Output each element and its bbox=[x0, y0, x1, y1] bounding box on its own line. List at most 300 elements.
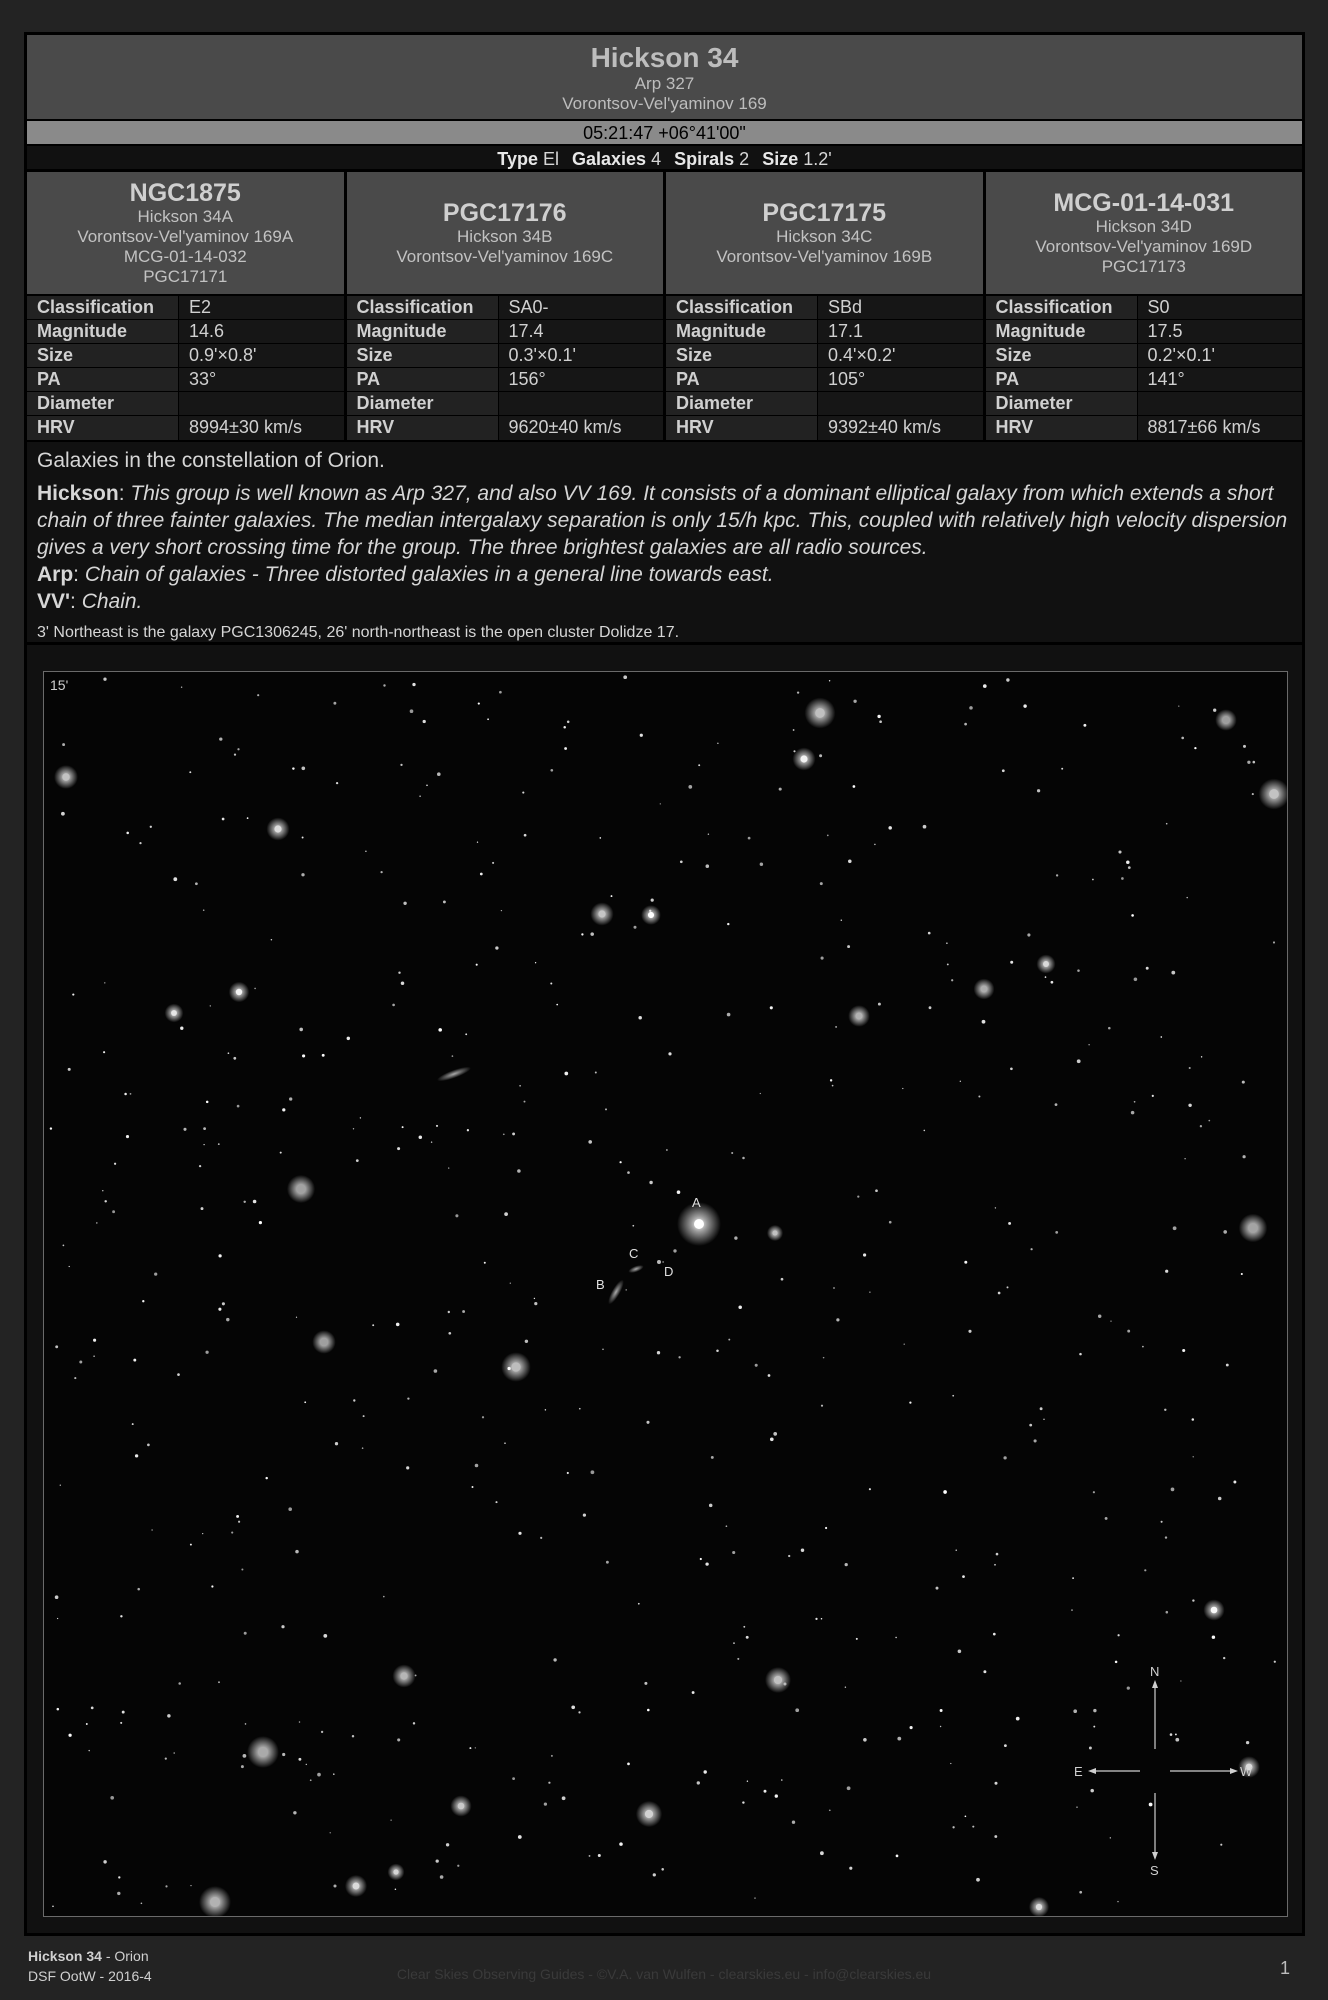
star bbox=[1160, 1036, 1162, 1038]
star bbox=[1061, 768, 1063, 770]
compass-south-label: S bbox=[1150, 1863, 1159, 1878]
property-row bbox=[347, 296, 664, 320]
star bbox=[1076, 1806, 1078, 1808]
star bbox=[104, 982, 105, 983]
galaxy-alias: MCG-01-14-032 bbox=[123, 247, 247, 266]
star bbox=[553, 1658, 556, 1661]
star bbox=[947, 963, 949, 965]
vv-label: VV' bbox=[37, 590, 71, 613]
star bbox=[972, 1826, 974, 1828]
star bbox=[1146, 967, 1149, 970]
star bbox=[139, 842, 141, 844]
star bbox=[742, 1801, 744, 1803]
star bbox=[1088, 1044, 1089, 1045]
star bbox=[646, 1421, 649, 1424]
star bbox=[1180, 1680, 1181, 1681]
star bbox=[1117, 1901, 1118, 1902]
galaxy-alias: Hickson 34D bbox=[1095, 217, 1192, 236]
star bbox=[130, 1093, 132, 1095]
star bbox=[1127, 1686, 1130, 1689]
star bbox=[1027, 933, 1030, 936]
star bbox=[167, 1714, 170, 1717]
star bbox=[564, 747, 567, 750]
star bbox=[383, 684, 385, 686]
star bbox=[632, 1225, 634, 1227]
star bbox=[841, 919, 842, 920]
star bbox=[253, 1200, 257, 1204]
size-value: 0.9'×0.8' bbox=[179, 344, 344, 367]
magnitude-value: 17.5 bbox=[1138, 320, 1303, 343]
star bbox=[1007, 1286, 1009, 1288]
property-label: Size bbox=[666, 344, 818, 367]
classification-value: SBd bbox=[818, 296, 983, 319]
star bbox=[698, 764, 700, 766]
star bbox=[234, 753, 236, 755]
star bbox=[226, 1318, 229, 1321]
hickson-text: This group is well known as Arp 327, and also VV 169. It consists of a dominant elliptical galaxy from which extends a short chain of three fainter galaxies. The median intergalaxy separation is only 15/h kpc. This, coupled with relatively high velocity dispersion gives a very short crossing time for the group. The three brightest galaxies are all radio sources. bbox=[37, 482, 1288, 559]
star bbox=[1142, 1346, 1144, 1348]
star bbox=[1040, 1407, 1043, 1410]
star bbox=[301, 873, 304, 876]
size-value: 0.3'×0.1' bbox=[499, 344, 664, 367]
star bbox=[581, 933, 583, 935]
star bbox=[241, 1568, 243, 1570]
star bbox=[102, 1190, 103, 1191]
star bbox=[857, 1195, 859, 1197]
star bbox=[579, 1408, 581, 1410]
star bbox=[627, 1763, 630, 1766]
star bbox=[1127, 1330, 1130, 1333]
star bbox=[480, 873, 483, 876]
star bbox=[151, 1529, 152, 1530]
star bbox=[819, 754, 822, 757]
property-label: Size bbox=[986, 344, 1138, 367]
star bbox=[1170, 1733, 1173, 1736]
diameter-value bbox=[499, 392, 664, 415]
star bbox=[969, 706, 973, 710]
star bbox=[792, 1821, 795, 1824]
hrv-value: 9392±40 km/s bbox=[818, 416, 983, 440]
star bbox=[550, 769, 553, 772]
star bbox=[1201, 1056, 1202, 1057]
star bbox=[1178, 705, 1179, 706]
star bbox=[595, 1072, 597, 1074]
star bbox=[190, 1544, 192, 1546]
property-row bbox=[27, 416, 344, 440]
star bbox=[583, 1513, 586, 1516]
pa-value: 156° bbox=[499, 368, 664, 391]
star bbox=[236, 1515, 239, 1518]
star bbox=[50, 1127, 52, 1129]
size-value: 1.2' bbox=[803, 149, 832, 169]
star bbox=[297, 1185, 306, 1194]
size-value: 0.4'×0.2' bbox=[818, 344, 983, 367]
spirals-label: Spirals bbox=[674, 149, 735, 169]
star bbox=[438, 1028, 442, 1032]
star bbox=[517, 1169, 521, 1173]
star bbox=[964, 723, 967, 726]
star bbox=[1223, 1230, 1227, 1234]
property-label: Diameter bbox=[27, 392, 179, 415]
star bbox=[380, 871, 382, 873]
star bbox=[1171, 971, 1175, 975]
star bbox=[1029, 1424, 1032, 1427]
star bbox=[619, 1161, 621, 1163]
property-row bbox=[986, 320, 1303, 344]
star bbox=[951, 979, 953, 981]
star bbox=[93, 1355, 95, 1357]
star bbox=[395, 1888, 397, 1890]
star bbox=[1253, 761, 1256, 764]
star bbox=[202, 1533, 203, 1534]
star bbox=[627, 1171, 630, 1174]
star bbox=[524, 834, 527, 837]
star bbox=[1008, 1222, 1011, 1225]
star bbox=[849, 1867, 852, 1870]
star bbox=[400, 764, 402, 766]
star bbox=[478, 703, 480, 705]
star bbox=[141, 1902, 143, 1904]
star bbox=[274, 825, 281, 832]
magnitude-value: 17.1 bbox=[818, 320, 983, 343]
star bbox=[1247, 761, 1250, 764]
star bbox=[1051, 981, 1054, 984]
star bbox=[383, 1596, 385, 1598]
galaxy-column bbox=[666, 172, 986, 440]
star bbox=[392, 1004, 395, 1007]
star bbox=[821, 1405, 823, 1407]
star bbox=[147, 1444, 150, 1447]
star bbox=[62, 773, 69, 780]
property-row bbox=[27, 320, 344, 344]
star bbox=[55, 1595, 59, 1599]
star bbox=[853, 700, 856, 703]
star bbox=[606, 1561, 609, 1564]
star bbox=[815, 708, 825, 718]
star bbox=[647, 1709, 650, 1712]
star bbox=[298, 1758, 301, 1761]
star bbox=[928, 932, 931, 935]
star bbox=[619, 1842, 623, 1846]
property-label: Classification bbox=[27, 296, 179, 319]
star bbox=[321, 1731, 323, 1733]
star bbox=[726, 1525, 728, 1527]
star bbox=[282, 1108, 285, 1111]
star bbox=[55, 1345, 58, 1348]
star bbox=[815, 1618, 817, 1620]
star bbox=[700, 1558, 702, 1560]
star bbox=[499, 691, 502, 694]
star bbox=[888, 826, 892, 830]
star bbox=[1149, 1803, 1153, 1807]
star bbox=[487, 718, 489, 720]
property-row bbox=[666, 320, 983, 344]
star bbox=[210, 1897, 220, 1907]
galaxy-alias: Vorontsov-Vel'yaminov 169C bbox=[396, 247, 614, 266]
star bbox=[396, 1323, 400, 1327]
star bbox=[821, 1618, 823, 1620]
star bbox=[1223, 1657, 1225, 1659]
property-label: PA bbox=[27, 368, 179, 391]
star bbox=[219, 737, 222, 740]
star bbox=[519, 1085, 521, 1087]
star bbox=[1010, 1067, 1013, 1070]
star bbox=[952, 1395, 954, 1397]
star bbox=[443, 900, 446, 903]
star bbox=[1010, 961, 1013, 964]
hrv-value: 8994±30 km/s bbox=[179, 416, 344, 440]
star bbox=[353, 1883, 360, 1890]
galaxy-name: PGC17175 bbox=[762, 199, 887, 227]
star bbox=[1171, 1488, 1175, 1492]
star bbox=[835, 1026, 837, 1028]
star bbox=[1134, 1101, 1136, 1103]
star bbox=[243, 1201, 245, 1203]
star bbox=[995, 1207, 996, 1208]
star bbox=[962, 1575, 965, 1578]
property-label: Diameter bbox=[986, 392, 1138, 415]
property-label: Diameter bbox=[666, 392, 818, 415]
star bbox=[832, 1085, 834, 1087]
star bbox=[978, 1095, 980, 1097]
star bbox=[705, 1562, 708, 1565]
star bbox=[1108, 1027, 1111, 1030]
star bbox=[406, 1466, 409, 1469]
star bbox=[512, 1132, 515, 1135]
star bbox=[535, 962, 536, 963]
star bbox=[680, 860, 683, 863]
property-row bbox=[27, 368, 344, 392]
star bbox=[878, 1003, 881, 1006]
star bbox=[259, 1221, 262, 1224]
star bbox=[173, 1752, 175, 1754]
star bbox=[673, 1249, 676, 1252]
star bbox=[1192, 1418, 1195, 1421]
group-title: Hickson 34 bbox=[590, 42, 739, 73]
star bbox=[1189, 1067, 1191, 1069]
star bbox=[1118, 850, 1121, 853]
star bbox=[257, 694, 259, 696]
star bbox=[397, 1147, 400, 1150]
star bbox=[648, 912, 654, 918]
star bbox=[1241, 1273, 1243, 1275]
star bbox=[666, 1149, 668, 1151]
star bbox=[653, 1873, 656, 1876]
star bbox=[93, 1339, 96, 1342]
label-galaxy-d: D bbox=[664, 1264, 674, 1279]
star bbox=[211, 1585, 213, 1587]
star bbox=[63, 1245, 65, 1247]
star bbox=[1117, 1634, 1119, 1636]
star bbox=[548, 1782, 550, 1784]
star bbox=[889, 1221, 892, 1224]
star bbox=[501, 910, 502, 911]
star bbox=[183, 1128, 186, 1131]
star bbox=[563, 726, 566, 729]
star bbox=[265, 1477, 267, 1479]
star bbox=[201, 1207, 204, 1210]
property-label: PA bbox=[666, 368, 818, 391]
star bbox=[288, 1507, 292, 1511]
star bbox=[534, 1298, 535, 1299]
star bbox=[132, 1423, 134, 1425]
property-label: Magnitude bbox=[347, 320, 499, 343]
star bbox=[550, 982, 552, 984]
star bbox=[222, 1302, 225, 1305]
star bbox=[281, 1625, 284, 1628]
sky-background bbox=[44, 672, 1288, 1917]
property-row bbox=[347, 392, 664, 416]
star bbox=[983, 1670, 986, 1673]
star bbox=[1243, 745, 1246, 748]
star bbox=[677, 1190, 681, 1194]
diameter-value bbox=[179, 392, 344, 415]
star bbox=[869, 1291, 870, 1292]
star bbox=[625, 1289, 627, 1291]
star bbox=[91, 1707, 94, 1710]
star bbox=[692, 1691, 695, 1694]
star bbox=[960, 1081, 961, 1082]
star bbox=[426, 784, 428, 786]
star bbox=[845, 1686, 846, 1687]
star bbox=[896, 1855, 899, 1858]
star bbox=[104, 1200, 106, 1202]
star bbox=[458, 1803, 465, 1810]
star bbox=[598, 910, 605, 917]
star bbox=[362, 1447, 364, 1449]
star bbox=[365, 851, 367, 853]
star bbox=[1220, 1844, 1222, 1846]
star bbox=[874, 844, 876, 846]
star bbox=[830, 1079, 832, 1081]
star bbox=[133, 1359, 136, 1362]
size-label: Size bbox=[762, 149, 799, 169]
star bbox=[611, 895, 613, 897]
star bbox=[910, 1726, 913, 1729]
property-row bbox=[666, 392, 983, 416]
galaxy-alias: Vorontsov-Vel'yaminov 169B bbox=[716, 247, 933, 266]
star bbox=[282, 1753, 285, 1756]
star bbox=[875, 1189, 878, 1192]
property-label: Size bbox=[347, 344, 499, 367]
footer-constellation: - Orion bbox=[101, 1948, 149, 1964]
group-alias: Vorontsov-Vel'yaminov 169 bbox=[562, 94, 767, 113]
star bbox=[110, 1796, 114, 1800]
classification-value: SA0- bbox=[499, 296, 664, 319]
arp-label: Arp bbox=[37, 563, 74, 586]
property-label: Classification bbox=[347, 296, 499, 319]
star bbox=[218, 1143, 220, 1145]
star bbox=[904, 1344, 905, 1345]
star bbox=[847, 1786, 851, 1790]
star bbox=[360, 1117, 361, 1118]
star bbox=[137, 1588, 140, 1591]
property-label: Magnitude bbox=[986, 320, 1138, 343]
star bbox=[827, 835, 829, 837]
star bbox=[218, 1308, 221, 1311]
star bbox=[243, 1754, 247, 1758]
star bbox=[856, 1013, 863, 1020]
star bbox=[452, 1055, 454, 1057]
star bbox=[407, 1397, 409, 1399]
star bbox=[448, 1167, 449, 1168]
star bbox=[199, 1165, 201, 1167]
star bbox=[1089, 1747, 1092, 1750]
star bbox=[1252, 793, 1254, 795]
star bbox=[760, 1093, 761, 1094]
galaxy-name-block bbox=[666, 172, 983, 296]
star bbox=[1165, 1536, 1167, 1538]
star bbox=[477, 842, 478, 843]
star bbox=[651, 899, 654, 902]
star bbox=[644, 1682, 647, 1685]
star bbox=[1002, 769, 1005, 772]
star bbox=[551, 1755, 553, 1757]
property-label: Magnitude bbox=[666, 320, 818, 343]
star bbox=[728, 1339, 730, 1341]
star bbox=[982, 1020, 986, 1024]
property-row bbox=[27, 392, 344, 416]
star bbox=[994, 1782, 997, 1785]
footer-series: DSF OotW - 2016-4 bbox=[28, 1968, 152, 1984]
galaxies-value: 4 bbox=[651, 149, 662, 169]
property-label: PA bbox=[986, 368, 1138, 391]
star bbox=[929, 1006, 932, 1009]
star bbox=[88, 1750, 89, 1751]
type-value: El bbox=[542, 149, 559, 169]
star bbox=[746, 1636, 749, 1639]
star bbox=[247, 817, 249, 819]
star bbox=[1003, 1456, 1006, 1459]
star bbox=[923, 825, 927, 829]
compass-east-label: E bbox=[1074, 1764, 1083, 1779]
star bbox=[436, 1859, 439, 1862]
star bbox=[775, 1794, 778, 1797]
star bbox=[333, 1773, 335, 1775]
star bbox=[770, 1437, 774, 1441]
star bbox=[333, 1884, 336, 1887]
star bbox=[1208, 1120, 1210, 1122]
star bbox=[363, 1415, 365, 1417]
star bbox=[503, 1133, 505, 1135]
star bbox=[638, 1603, 640, 1605]
star bbox=[353, 1128, 354, 1129]
star bbox=[222, 818, 225, 821]
star bbox=[770, 1006, 773, 1009]
property-row bbox=[986, 392, 1303, 416]
star bbox=[1128, 866, 1131, 869]
magnitude-value: 14.6 bbox=[179, 320, 344, 343]
star bbox=[206, 1101, 209, 1104]
star bbox=[1211, 1607, 1218, 1614]
star bbox=[797, 691, 799, 693]
star bbox=[218, 1254, 221, 1257]
galaxy-name: PGC17176 bbox=[442, 199, 567, 227]
star bbox=[853, 785, 856, 788]
star bbox=[1269, 789, 1279, 799]
star bbox=[512, 1777, 515, 1780]
constellation-text: Galaxies in the constellation of Orion. bbox=[37, 449, 385, 472]
star bbox=[103, 678, 106, 681]
star bbox=[1079, 1353, 1082, 1356]
star bbox=[1023, 704, 1026, 707]
nearby-objects-note: 3' Northeast is the galaxy PGC1306245, 26' north-northeast is the open cluster Dolidze 17. bbox=[37, 624, 680, 641]
star bbox=[657, 1351, 660, 1354]
star-field-image bbox=[43, 671, 1288, 1917]
star bbox=[1181, 737, 1184, 740]
star bbox=[333, 702, 336, 705]
property-label: HRV bbox=[27, 416, 179, 440]
